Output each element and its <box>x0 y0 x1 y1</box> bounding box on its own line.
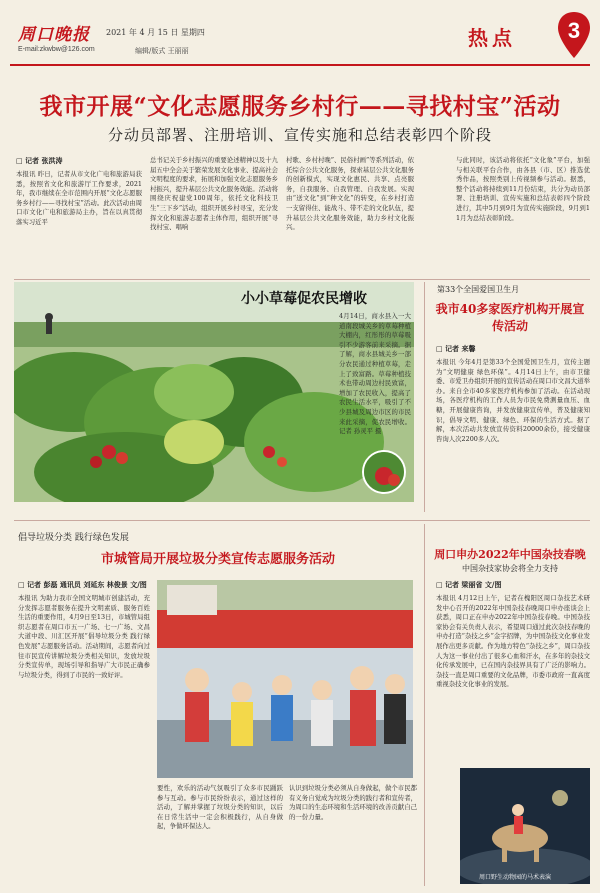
issue-date: 2021 年 4 月 15 日 星期四 <box>106 28 205 37</box>
garbage-body-col2: 要性，欢乐的活动气氛吸引了众多市民踊跃参与互动。参与市民纷纷表示，通过这样的活动，了解并掌握了垃圾分类的知识，以后在日常生活中一定会积极践行，从自身做起，争做环保达人。 <box>157 784 283 831</box>
health-kicker: 第33个全国爱国卫生月 <box>437 285 520 294</box>
strawberry-headline: 小小草莓促农民增收 <box>241 291 367 307</box>
lead-body-col3: 村歌、乡村村晚”、民俗村画”等系列活动，依托综合公共文化服务，探索基层公共文化服务的创新模式，实现文化惠民、共享、点亮服务，自我服务、自我管理、自我发展。实现由“送文化”到“种文化”的转变，在乡村打造一支留得住、能战斗、带不走的文化队伍，提升基层公共文化服务效能，助力乡村文化振兴。 <box>286 156 414 232</box>
acrobatics-photo-caption: 周口野生动物园的马术表演 <box>478 874 551 881</box>
strawberry-inset-photo <box>362 450 406 494</box>
strawberry-caption: 4月14日，商水县入一大道南段城关乡的草莓种植大棚内，红彤彤的草莓吸引不少游客前来采摘。据了解，商水县城关乡一部分农民通过种植草莓，走上了致富路。草莓种植技术也带动周边村民致富，增加了农民收入，提高了农民生活水平，吸引了不少县城及周边市区的市民来此采摘，促农民增收。记者 孙灵平 摄 <box>339 312 411 436</box>
acrobatics-photo <box>460 768 590 884</box>
paper-name: 周口晚报 <box>18 25 90 45</box>
lead-body-col1: 本报讯 昨日，记者从市文化广电和旅游局获悉，按照省文化和旅游厅工作要求，2021年，我市继续在全市范围内开展“文化志愿服务乡村行——寻找村宝”活动。此次活动由周口市文化广电和旅游局主办，旨在以真贯彻落实习近平 <box>16 170 142 226</box>
acrobatics-body: 本报讯 4月12日上午，记者在槐阳区周口杂技艺术研发中心召开的2022年中国杂技春晚周口申办座谈会上获悉，周口正在申办2022年中国杂技春晚。中国杂技家协会有关负责人表示，希望周口通过此次杂技春晚的申办打造“杂技之乡”金字招牌，为中国杂技文化事业发展作出更多贡献。作为地方特色“杂技之乡”，周口杂技人为这一事业付出了很多心血和汗水，在多年的杂技文化传承发展中，已在国内杂技界具有了广泛的影响力。杂技一直是周口重要的文化品牌，市委市政府一直高度重视杂技文化事业的发展。 <box>436 594 590 689</box>
garbage-headline: 市城管局开展垃圾分类宣传志愿服务活动 <box>100 552 335 567</box>
divider <box>424 282 425 512</box>
garbage-photo <box>157 580 413 778</box>
page-number: 3 <box>567 18 581 43</box>
acrobatics-byline: □ 记者 梁丽省 文/图 <box>436 580 502 589</box>
lead-subheadline: 分动员部署、注册培训、宣传实施和总结表彰四个阶段 <box>107 126 492 144</box>
garbage-column-1 <box>18 580 150 884</box>
divider <box>14 520 590 521</box>
garbage-body-col1: 本报讯 为助力我市全国文明城市创建活动，充分发挥志愿者服务在提升文明素质、服务百姓生活的重要作用，4月9日至13日，市城管局组织志愿者在周口市五一广场、七一广场、文昌大道中段、川汇区开展“倡导垃圾分类 践行绿色发展”志愿服务活动。活动期间，志愿者向过往市民宣传讲解垃圾分类相关知识，发放垃圾分类宣传单，现场引导和指导广大市民正确参与垃圾分类，得到了市民的一致好评。 <box>18 594 150 679</box>
lead-body-col2: 总书记关于乡村振兴的重要论述精神以及十九届五中全会关于繁荣发展文化事业、提高社会文明程度的要求，拓展和加强文化志愿服务乡村振兴，提升基层公共文化服务效能。活动将围绕庆祝建党100周年，依托文化科技卫生“三下乡”活动，组织开展乡村寻宝，充分发挥文化和旅游志愿者主体作用，组织开展“寻找村宝、唱响 <box>150 156 278 232</box>
health-byline: □ 记者 来馨 <box>436 344 476 353</box>
health-article <box>436 344 590 516</box>
garbage-kicker: 倡导垃圾分类 践行绿色发展 <box>18 533 129 543</box>
acrobatics-subheadline: 中国杂技家协会将全力支持 <box>462 564 558 573</box>
masthead-email: E-mail:zkwbw@126.com <box>18 46 95 53</box>
masthead <box>10 6 590 64</box>
divider <box>424 524 425 886</box>
acrobatics-headline: 周口申办2022年中国杂技春晚 <box>434 548 586 561</box>
health-headline: 我市40多家医疗机构开展宣传活动 <box>435 302 585 333</box>
divider <box>14 279 590 280</box>
masthead-editor: 编辑/版式 王丽丽 <box>135 47 189 55</box>
garbage-body-col3: 认识到垃圾分类必须从自身做起，做个市民都有义务自觉成为垃圾分类的践行者和宣传者，为周口的生态环境和生活环境的改善贡献自己的一份力量。 <box>289 784 417 821</box>
page-number-badge <box>556 10 592 60</box>
lead-headline: 我市开展“文化志愿服务乡村行——寻找村宝”活动 <box>39 93 561 120</box>
garbage-byline: □ 记者 彭磊 通讯员 刘延东 林俊景 文/图 <box>18 580 147 589</box>
lead-body-col4: 与此同时，该活动将依托“文化象”平台，加强与相关联平台合作，由各县（市、区）推选优秀作品，按照类别上传视频参与活动。据悉，整个活动将持续到11月份结束，共分为动员部署、注册培训、宣传实施和总结表彰四个阶段进行，其中5月到9月为宣传实施阶段，9月到11月为总结表彰阶段。 <box>456 156 590 222</box>
health-body: 本报讯 今年4月是第33个全国爱国卫生月，宣传主题为“文明健康 绿色环保”。4月14日上午，由市卫健委、市爱卫办组织开展的宣传活动在周口市文昌大道举办。来自全市40多家医疗机构参加了活动。在活动现场，各医疗机构的工作人员为市民免费测量血压、血糖，开展健康咨询，并发放健康宣传单，普及健康知识，倡导文明、健康、绿色、环保的生活方式。据了解，本次活动共发放宣传资料20000余份，接受健康咨询人次2200多人次。 <box>436 358 590 443</box>
lead-column-1 <box>16 156 142 280</box>
masthead-rule <box>10 64 590 66</box>
section-name: 热点 <box>468 26 516 50</box>
lead-byline: □ 记者 张洪涛 <box>16 156 63 165</box>
strawberry-feature <box>14 282 414 502</box>
acrobatics-article <box>436 580 590 764</box>
